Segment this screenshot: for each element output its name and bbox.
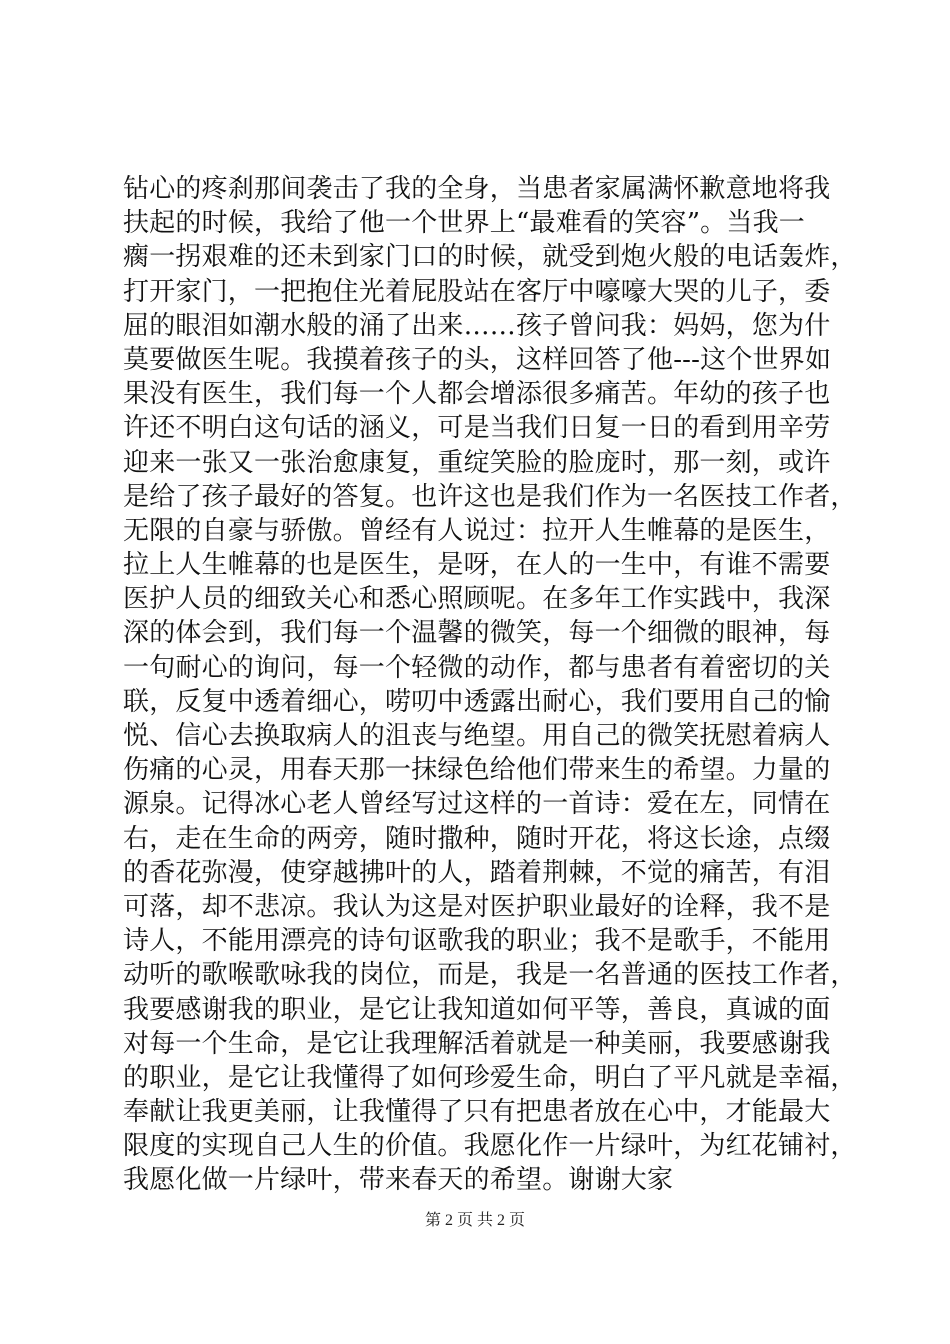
text-line: 对每一个生命，是它让我理解活着就是一种美丽，我要感谢我 <box>123 1028 831 1059</box>
text-line: 是给了孩子最好的答复。也许这也是我们作为一名医技工作者， <box>123 481 857 512</box>
text-line: 钻心的疼刹那间袭击了我的全身，当患者家属满怀歉意地将我 <box>123 174 831 204</box>
text-line: 可落，却不悲凉。我认为这是对医护职业最好的诠释，我不是 <box>123 891 831 922</box>
text-line: 医护人员的细致关心和悉心照顾呢。在多年工作实践中，我深 <box>123 584 831 615</box>
text-line: 诗人，不能用漂亮的诗句讴歌我的职业；我不是歌手，不能用 <box>123 926 831 957</box>
body-text <box>123 172 857 1198</box>
text-line: 源泉。记得冰心老人曾经写过这样的一首诗：爱在左，同情在 <box>123 789 831 820</box>
text-line: 动听的歌喉歌咏我的岗位，而是，我是一名普通的医技工作者， <box>123 960 857 991</box>
text-line: 果没有医生，我们每一个人都会增添很多痛苦。年幼的孩子也 <box>123 379 831 410</box>
text-line: 我要感谢我的职业，是它让我知道如何平等，善良，真诚的面 <box>123 994 831 1025</box>
text-line: 瘸一拐艰难的还未到家门口的时候，就受到炮火般的电话轰炸， <box>123 242 857 273</box>
text-line: 联，反复中透着细心，唠叨中透露出耐心，我们要用自己的愉 <box>123 686 831 717</box>
text-line: 深的体会到，我们每一个温馨的微笑，每一个细微的眼神，每 <box>123 618 831 649</box>
text-line: 的职业，是它让我懂得了如何珍爱生命，明白了平凡就是幸福， <box>123 1062 857 1093</box>
text-line: 一句耐心的询问，每一个轻微的动作，都与患者有着密切的关 <box>123 652 831 683</box>
page-number-footer: 第 2 页 共 2 页 <box>424 1212 525 1229</box>
text-line: 莫要做医生呢。我摸着孩子的头，这样回答了他---这个世界如 <box>123 344 832 375</box>
text-line: 伤痛的心灵，用春天那一抹绿色给他们带来生的希望。力量的 <box>123 755 831 786</box>
text-line: 的香花弥漫，使穿越拂叶的人，踏着荆棘，不觉的痛苦，有泪 <box>123 857 831 888</box>
text-line: 限度的实现自己人生的价值。我愿化作一片绿叶，为红花铺衬， <box>123 1131 857 1162</box>
text-line: 悦、信心去换取病人的沮丧与绝望。用自己的微笑抚慰着病人 <box>123 721 831 751</box>
text-line: 奉献让我更美丽，让我懂得了只有把患者放在心中，才能最大 <box>123 1097 831 1128</box>
text-line: 我愿化做一片绿叶，带来春天的希望。谢谢大家 <box>123 1165 674 1196</box>
text-line: 屈的眼泪如潮水般的涌了出来……孩子曾问我：妈妈，您为什 <box>123 310 831 341</box>
text-line: 拉上人生帷幕的也是医生，是呀，在人的一生中，有谁不需要 <box>123 550 831 581</box>
text-line: 打开家门，一把抱住光着屁股站在客厅中嚎嚎大哭的儿子，委 <box>123 276 831 307</box>
text-line: 无限的自豪与骄傲。曾经有人说过：拉开人生帷幕的是医生， <box>123 515 831 546</box>
text-line: 迎来一张又一张治愈康复，重绽笑脸的脸庞时，那一刻，或许 <box>123 447 831 478</box>
text-line: 右，走在生命的两旁，随时撒种，随时开花，将这长途，点缀 <box>123 823 831 854</box>
text-line: 扶起的时候，我给了他一个世界上“最难看的笑容”。当我一 <box>123 208 805 239</box>
text-line: 许还不明白这句话的涵义，可是当我们日复一日的看到用辛劳 <box>123 413 831 444</box>
